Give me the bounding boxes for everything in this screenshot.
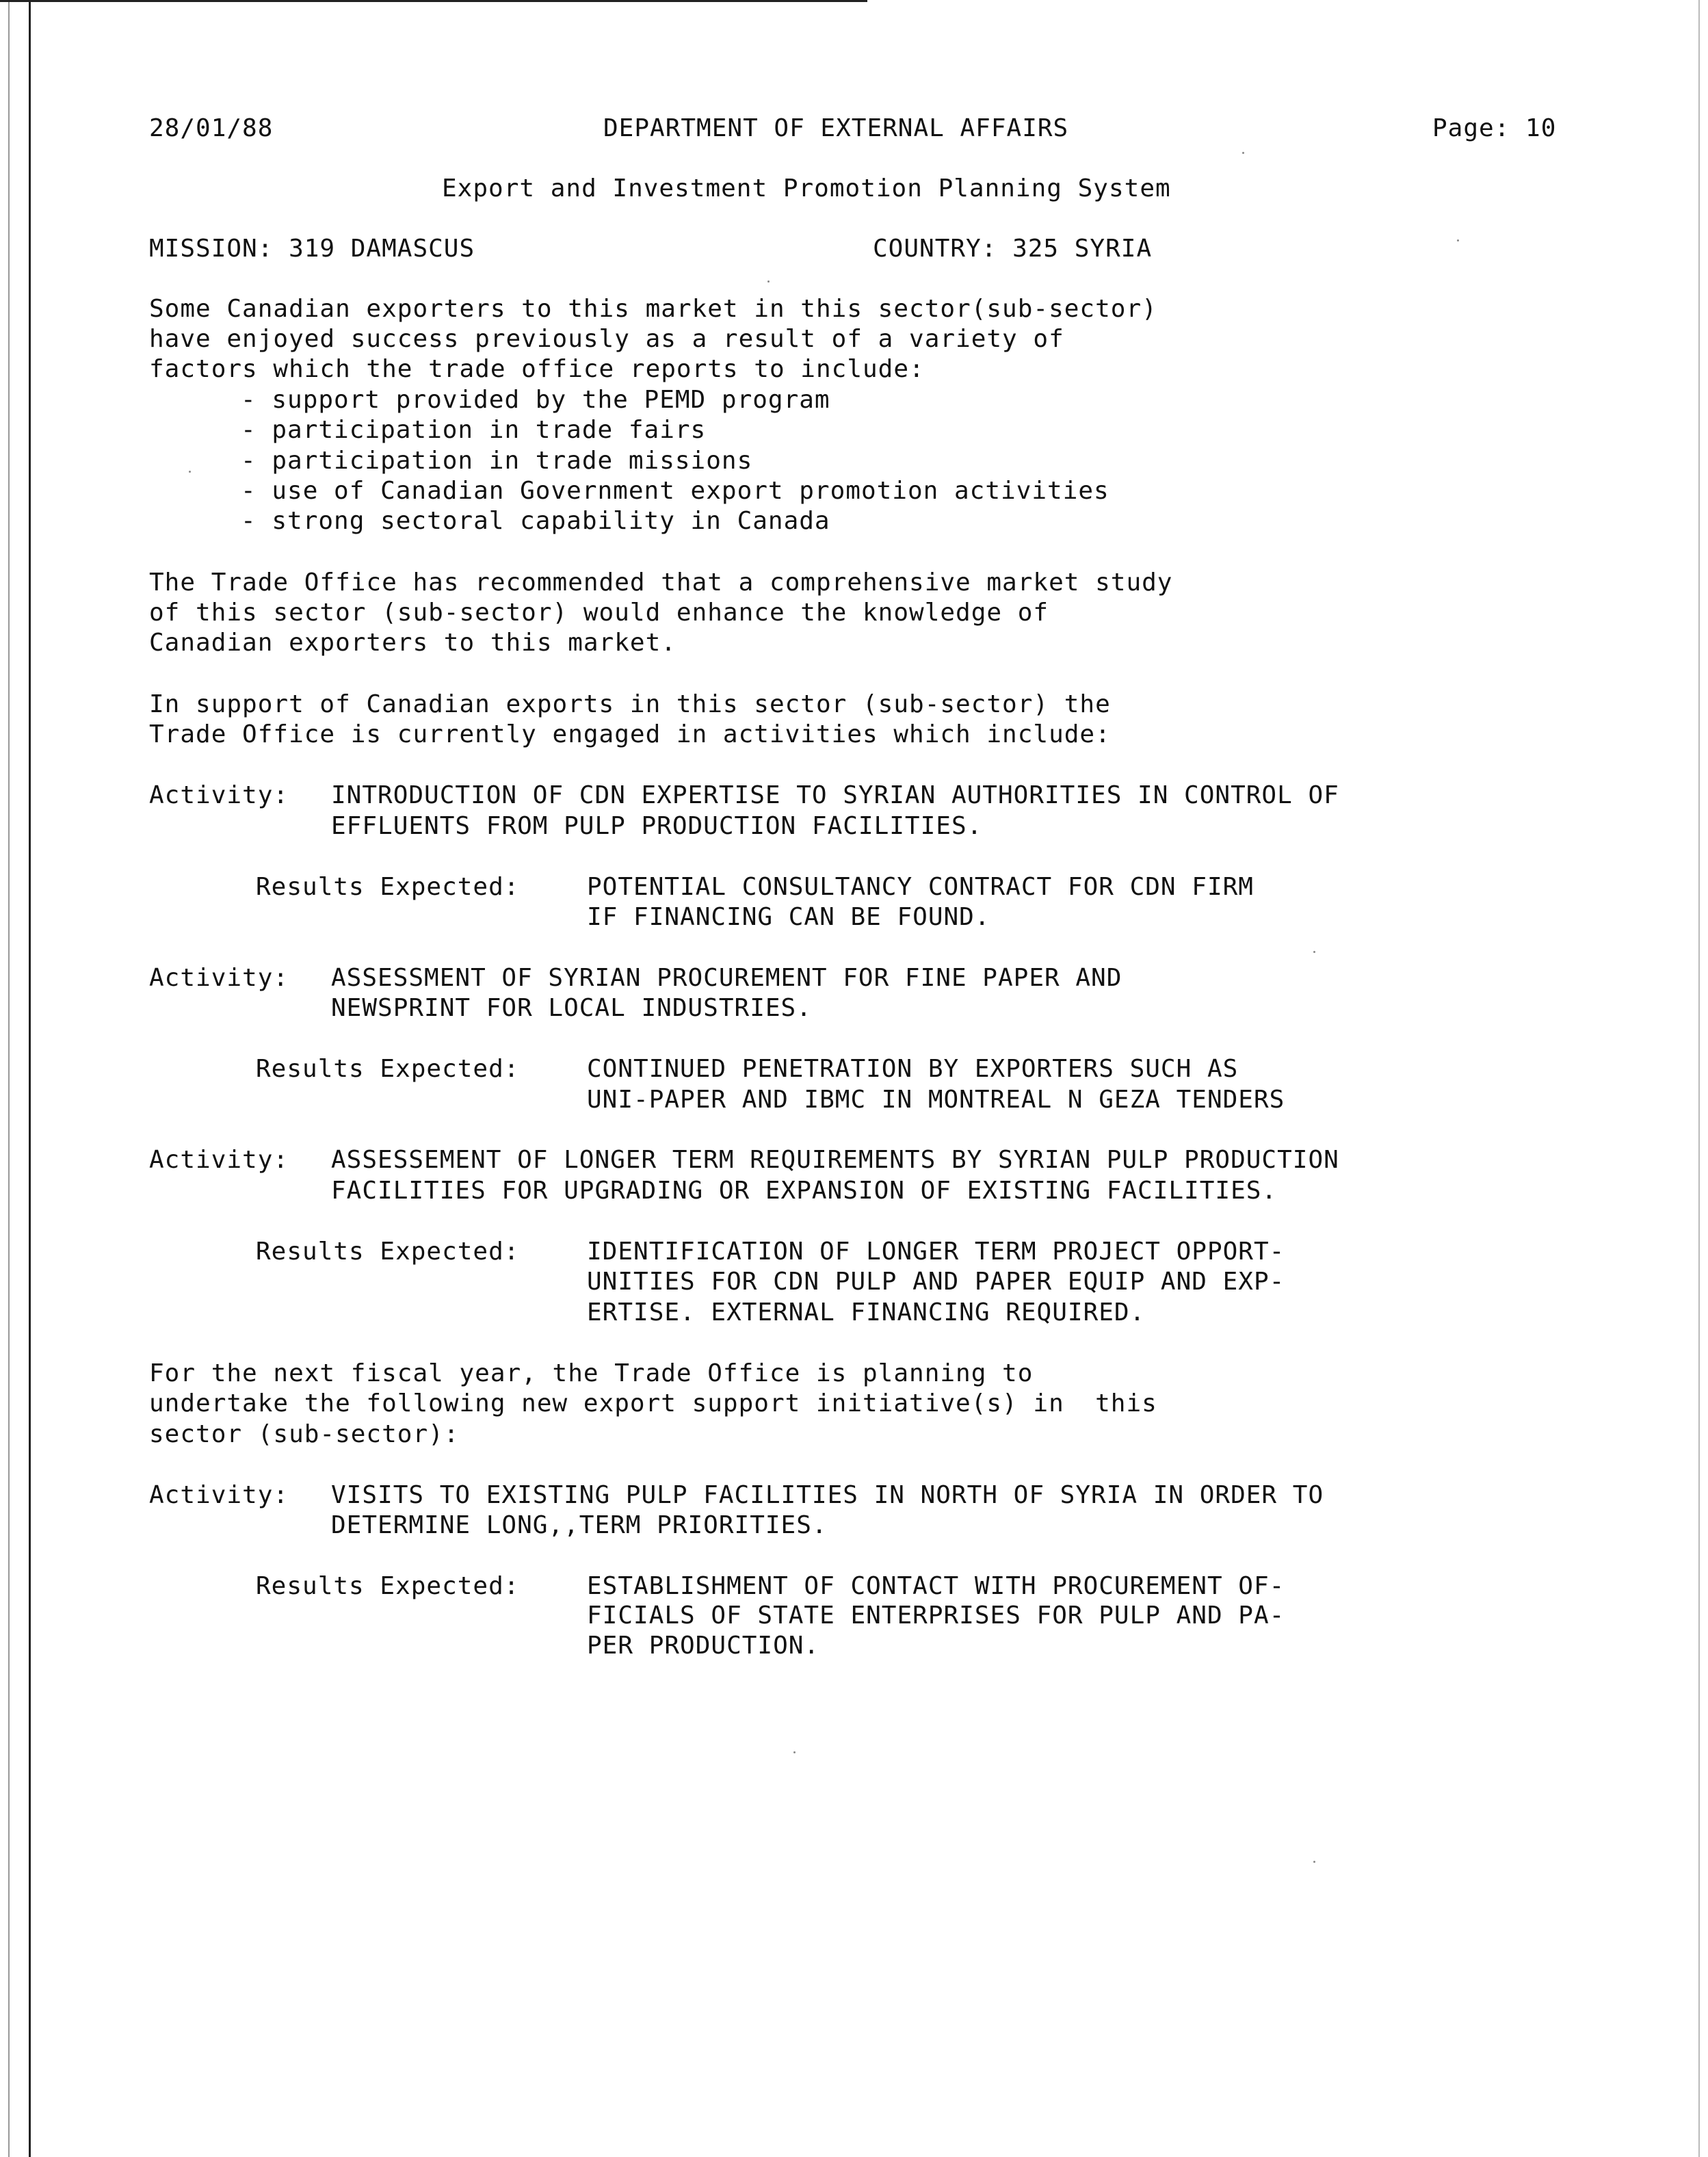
- intro-line: factors which the trade office reports to include:: [149, 355, 925, 383]
- results-text: IDENTIFICATION OF LONGER TERM PROJECT OPPORT-: [587, 1238, 1285, 1266]
- intro-bullet: - participation in trade fairs: [241, 416, 707, 444]
- activity-text: VISITS TO EXISTING PULP FACILITIES IN NORTH OF SYRIA IN ORDER TO: [331, 1481, 1324, 1509]
- intro-line: have enjoyed success previously as a result of a variety of: [149, 325, 1064, 353]
- activity-text: ASSESSEMENT OF LONGER TERM REQUIREMENTS BY SYRIAN PULP PRODUCTION: [331, 1146, 1339, 1174]
- activity-text: ASSESSMENT OF SYRIAN PROCUREMENT FOR FINE PAPER AND: [331, 964, 1122, 992]
- results-text: UNI-PAPER AND IBMC IN MONTREAL N GEZA TENDERS: [587, 1086, 1285, 1114]
- results-text: ESTABLISHMENT OF CONTACT WITH PROCUREMENT OF-: [587, 1572, 1285, 1600]
- scan-edge-left-outer: [8, 0, 10, 2157]
- intro-bullet: - use of Canadian Government export promotion activities: [241, 477, 1109, 505]
- results-text: UNITIES FOR CDN PULP AND PAPER EQUIP AND EXP-: [587, 1268, 1285, 1296]
- next-year-line: undertake the following new export support initiative(s) in this: [149, 1389, 1157, 1417]
- study-line: of this sector (sub-sector) would enhance the knowledge of: [149, 599, 1049, 627]
- scan-edge-top: [0, 0, 867, 2]
- scan-speck: [767, 280, 770, 283]
- intro-bullet: - support provided by the PEMD program: [241, 386, 830, 414]
- activity-text: EFFLUENTS FROM PULP PRODUCTION FACILITIES.: [331, 812, 983, 840]
- scan-speck: [793, 1751, 796, 1753]
- scan-edge-left: [29, 0, 31, 2157]
- country-label: COUNTRY: 325 SYRIA: [873, 235, 1153, 263]
- support-line: Trade Office is currently engaged in activities which include:: [149, 720, 1111, 748]
- scan-speck: [1457, 239, 1459, 241]
- intro-bullet: - participation in trade missions: [241, 447, 753, 475]
- activity-text: DETERMINE LONG,,TERM PRIORITIES.: [331, 1511, 828, 1539]
- activity-text: INTRODUCTION OF CDN EXPERTISE TO SYRIAN AUTHORITIES IN CONTROL OF: [331, 781, 1339, 809]
- page-number: Page: 10: [1432, 114, 1557, 142]
- intro-bullet: - strong sectoral capability in Canada: [241, 507, 830, 535]
- results-label: Results Expected:: [256, 873, 520, 901]
- scan-speck: [1313, 951, 1315, 953]
- results-text: PER PRODUCTION.: [587, 1632, 820, 1660]
- system-title: Export and Investment Promotion Planning System: [442, 174, 1171, 202]
- activity-text: NEWSPRINT FOR LOCAL INDUSTRIES.: [331, 994, 812, 1022]
- activity-label: Activity:: [149, 1481, 289, 1509]
- results-text: FICIALS OF STATE ENTERPRISES FOR PULP AND PA-: [587, 1602, 1285, 1630]
- report-date: 28/01/88: [149, 114, 274, 142]
- results-text: POTENTIAL CONSULTANCY CONTRACT FOR CDN FIRM: [587, 873, 1254, 901]
- next-year-line: sector (sub-sector):: [149, 1420, 460, 1448]
- scan-speck: [189, 471, 191, 473]
- study-line: Canadian exporters to this market.: [149, 629, 676, 657]
- study-line: The Trade Office has recommended that a comprehensive market study: [149, 568, 1173, 597]
- support-line: In support of Canadian exports in this sector (sub-sector) the: [149, 690, 1111, 718]
- results-label: Results Expected:: [256, 1055, 520, 1083]
- activity-label: Activity:: [149, 781, 289, 809]
- department-name: DEPARTMENT OF EXTERNAL AFFAIRS: [603, 114, 1069, 142]
- results-text: ERTISE. EXTERNAL FINANCING REQUIRED.: [587, 1298, 1146, 1326]
- scan-speck: [1242, 152, 1244, 154]
- activity-label: Activity:: [149, 1146, 289, 1174]
- next-year-line: For the next fiscal year, the Trade Office is planning to: [149, 1359, 1034, 1387]
- results-text: CONTINUED PENETRATION BY EXPORTERS SUCH AS: [587, 1055, 1239, 1083]
- results-label: Results Expected:: [256, 1238, 520, 1266]
- results-text: IF FINANCING CAN BE FOUND.: [587, 903, 990, 931]
- scan-edge-right: [1698, 0, 1700, 2157]
- scan-speck: [1313, 1861, 1315, 1863]
- activity-text: FACILITIES FOR UPGRADING OR EXPANSION OF EXISTING FACILITIES.: [331, 1177, 1278, 1205]
- mission-label: MISSION: 319 DAMASCUS: [149, 235, 475, 263]
- activity-label: Activity:: [149, 964, 289, 992]
- intro-line: Some Canadian exporters to this market in this sector(sub-sector): [149, 295, 1157, 323]
- results-label: Results Expected:: [256, 1572, 520, 1600]
